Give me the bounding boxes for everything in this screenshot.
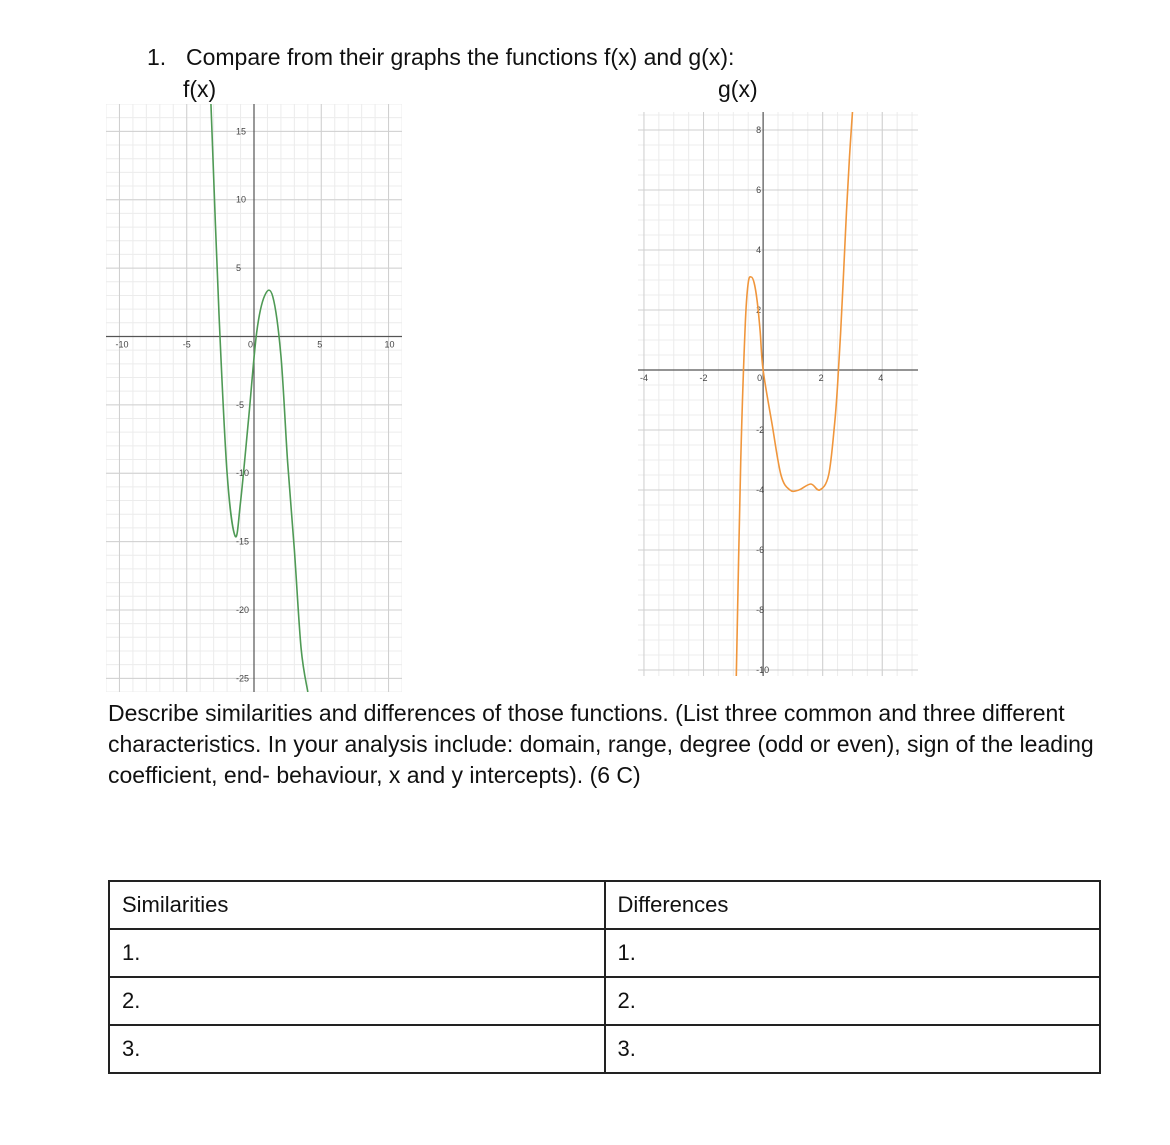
question-number: 1. (147, 44, 167, 70)
y-tick-label: -2 (756, 425, 765, 435)
instructions-text: Describe similarities and differences of those functions. (List three common and three different characteristics. In your analysis include: domain, range, degree (odd or even), sign of the leading coefficient, end- behaviour, x and y intercepts). (6 C) (108, 700, 1094, 788)
x-tick-label: -4 (639, 373, 648, 383)
x-tick-label: 0 (757, 373, 763, 383)
y-tick-label: -4 (756, 485, 765, 495)
difference-cell-3[interactable]: 3. (605, 1025, 1101, 1073)
y-tick-label: 6 (756, 185, 762, 195)
f-graph (106, 104, 402, 692)
y-tick-label: -10 (756, 665, 770, 675)
table-row (109, 1025, 1100, 1073)
difference-cell-1[interactable]: 1. (605, 929, 1101, 977)
y-tick-label: -8 (756, 605, 765, 615)
g-graph (638, 112, 918, 676)
f-graph-label: f(x) (183, 76, 217, 102)
similarity-cell-3[interactable]: 3. (109, 1025, 605, 1073)
differences-header: Differences (605, 881, 1101, 929)
x-tick-label: 5 (317, 339, 323, 350)
similarity-cell-2[interactable]: 2. (109, 977, 605, 1025)
table-row (109, 929, 1100, 977)
x-tick-label: -2 (699, 373, 708, 383)
x-tick-label: -5 (182, 339, 191, 350)
y-tick-label: -15 (236, 536, 250, 547)
y-tick-label: 2 (756, 305, 762, 315)
x-tick-label: -10 (115, 339, 129, 350)
similarity-cell-1[interactable]: 1. (109, 929, 605, 977)
x-tick-label: 2 (818, 373, 824, 383)
y-tick-label: 10 (236, 194, 247, 205)
y-tick-label: -25 (236, 673, 250, 684)
question-text: Compare from their graphs the functions f(x) and g(x): (186, 44, 735, 70)
table-header-row (109, 881, 1100, 929)
y-tick-label: -10 (236, 468, 250, 479)
y-tick-label: -20 (236, 604, 250, 615)
g-graph-label: g(x) (718, 76, 758, 102)
y-tick-label: -5 (236, 399, 245, 410)
y-tick-label: 8 (756, 125, 762, 135)
f(x)-curve (211, 104, 308, 692)
answer-table (108, 880, 1101, 1074)
similarities-header: Similarities (109, 881, 605, 929)
x-tick-label: 10 (384, 339, 395, 350)
table-row (109, 977, 1100, 1025)
x-tick-label: 0 (248, 339, 254, 350)
g(x)-curve (736, 112, 852, 676)
y-tick-label: 15 (236, 126, 247, 137)
y-tick-label: 5 (236, 263, 242, 274)
y-tick-label: -6 (756, 545, 765, 555)
x-tick-label: 4 (878, 373, 884, 383)
difference-cell-2[interactable]: 2. (605, 977, 1101, 1025)
y-tick-label: 4 (756, 245, 762, 255)
